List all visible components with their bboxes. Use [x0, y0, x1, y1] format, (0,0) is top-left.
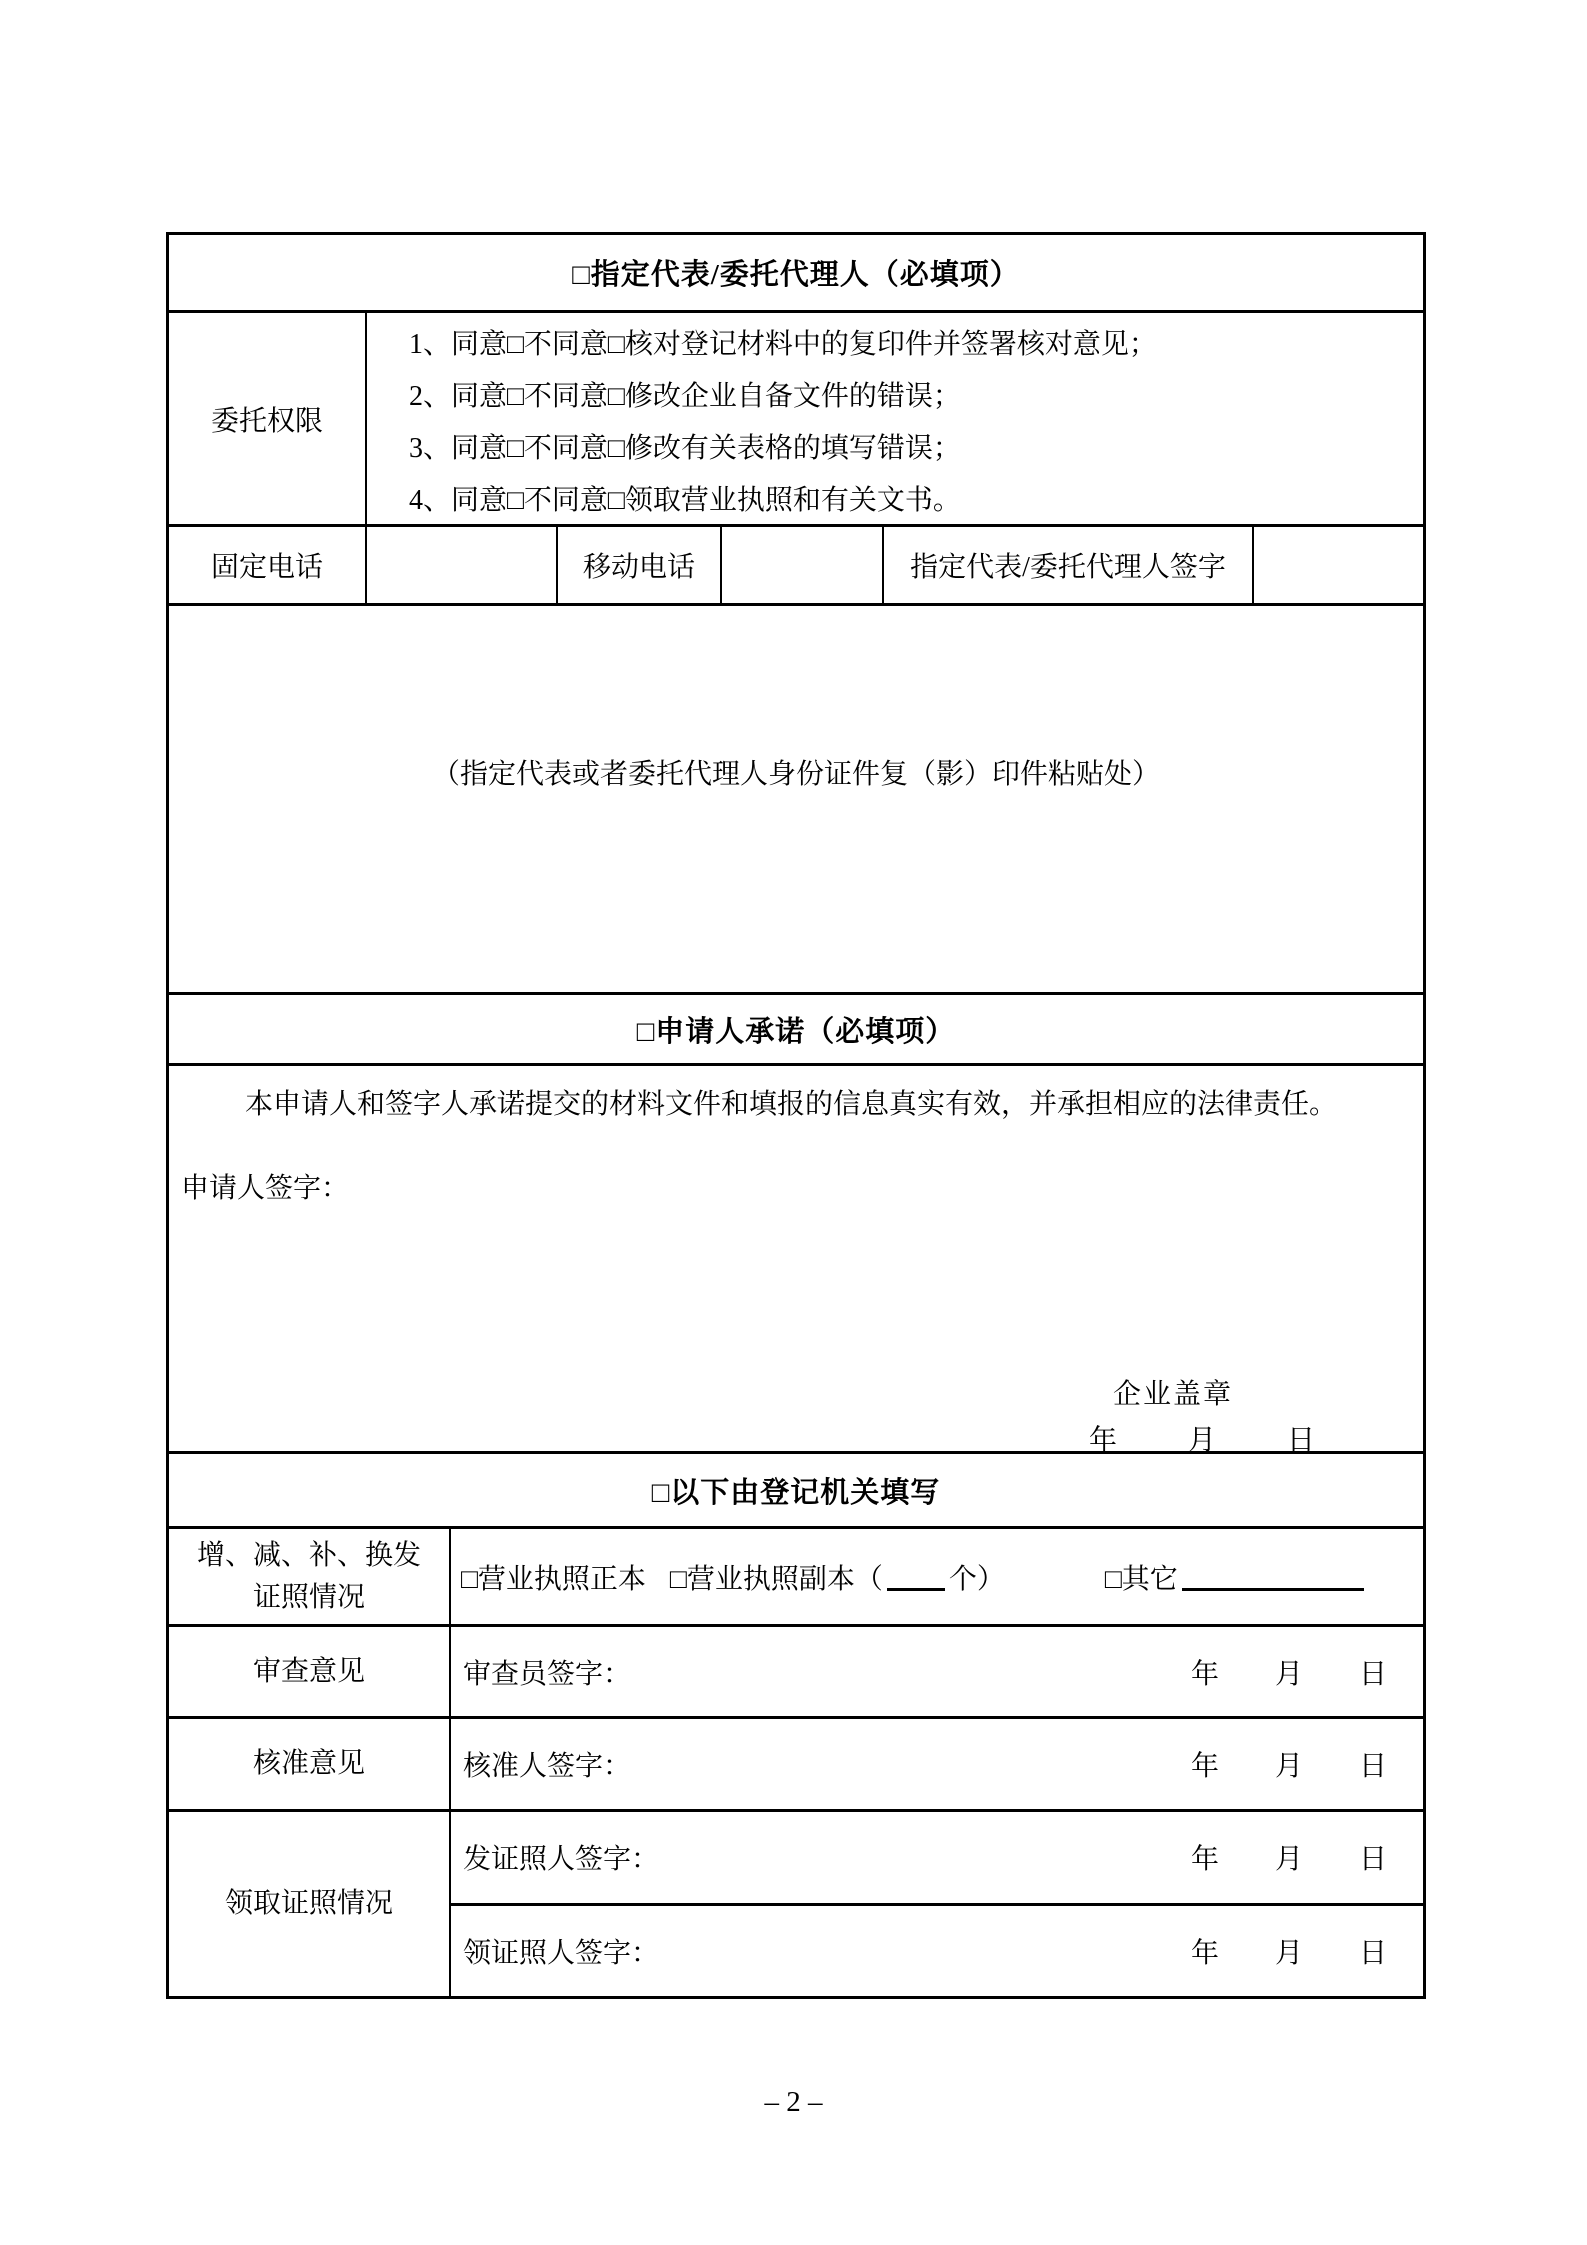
- license-options: [449, 1529, 1423, 1624]
- month-label: 月: [1274, 1658, 1303, 1690]
- year-label: 年: [1190, 1751, 1219, 1782]
- day-label: 日: [1358, 1751, 1387, 1782]
- year-label: 年: [1190, 1658, 1219, 1690]
- phone-row: [169, 524, 1423, 603]
- license-copy-count-blank[interactable]: [887, 1562, 945, 1591]
- other-blank[interactable]: [1182, 1562, 1364, 1591]
- authority-item-3[interactable]: 3、同意□不同意□修改有关表格的填写错误；: [409, 433, 961, 464]
- month-label: 月: [1274, 1751, 1303, 1782]
- company-seal-label: 企业盖章: [1112, 1379, 1233, 1410]
- day-label: 日: [1358, 1844, 1387, 1876]
- commitment-statement: 本申请人和签字人承诺提交的材料文件和填报的信息真实有效，并承担相应的法律责任。: [245, 1089, 1338, 1120]
- authority-item-2[interactable]: 2、同意□不同意□修改企业自备文件的错误；: [409, 381, 961, 412]
- license-change-label-line1: 增、减、补、换发: [196, 1539, 421, 1571]
- issuer-sign-cell[interactable]: [451, 1812, 1423, 1903]
- issuer-date: [1191, 1837, 1387, 1877]
- registration-form-table: [166, 232, 1426, 1999]
- authority-item-1[interactable]: 1、同意□不同意□核对登记材料中的复印件并签署核对意见；: [409, 329, 1157, 360]
- review-date: [1191, 1652, 1387, 1692]
- authority-item-4[interactable]: 4、同意□不同意□领取营业执照和有关文书。: [409, 485, 961, 516]
- license-original-checkbox-option[interactable]: □营业执照正本: [461, 1563, 646, 1595]
- issuance-label: 领取证照情况: [224, 1888, 393, 1919]
- commitment-section-title: □申请人承诺（必填项）: [169, 992, 1423, 1063]
- receiver-sign-label: 领证照人签字：: [463, 1937, 660, 1969]
- approval-sign-label: 核准人签字：: [463, 1751, 632, 1782]
- agent-section-title: □指定代表/委托代理人（必填项）: [572, 259, 1020, 291]
- month-label: 月: [1187, 1425, 1216, 1456]
- applicant-sign-label[interactable]: 申请人签字：: [181, 1173, 350, 1204]
- agent-sign-value-cell[interactable]: [1252, 527, 1423, 603]
- approval-label: 核准意见: [252, 1748, 365, 1779]
- review-label: 审查意见: [252, 1655, 365, 1687]
- issuance-row: [169, 1809, 1423, 1996]
- review-sign-label: 审查员签字：: [463, 1658, 632, 1690]
- year-label: 年: [1088, 1425, 1117, 1456]
- fixed-phone-label: 固定电话: [210, 552, 323, 583]
- month-label: 月: [1274, 1937, 1303, 1969]
- page-number: – 2 –: [764, 2086, 823, 2118]
- day-label: 日: [1286, 1425, 1315, 1456]
- year-label: 年: [1190, 1937, 1219, 1969]
- authority-label: 委托权限: [210, 405, 323, 437]
- other-checkbox-option[interactable]: □其它: [1104, 1563, 1178, 1595]
- mobile-phone-label: 移动电话: [556, 527, 720, 603]
- id-copy-paste-area[interactable]: [169, 603, 1423, 992]
- approval-sign-cell[interactable]: [449, 1719, 1423, 1809]
- review-row: [169, 1624, 1423, 1716]
- review-sign-cell[interactable]: [449, 1627, 1423, 1716]
- id-copy-paste-note: （指定代表或者委托代理人身份证件复（影）印件粘贴处）: [431, 759, 1160, 790]
- authority-row: [169, 310, 1423, 524]
- agent-sign-label: 指定代表/委托代理人签字: [882, 527, 1252, 603]
- license-copy-checkbox-option[interactable]: □营业执照副本（: [669, 1563, 883, 1595]
- day-label: 日: [1358, 1658, 1387, 1690]
- day-label: 日: [1358, 1937, 1387, 1969]
- commitment-date: [1089, 1418, 1315, 1458]
- authority-options: [365, 313, 1423, 524]
- license-copy-suffix: 个）: [948, 1563, 1005, 1595]
- commitment-content-cell: [169, 1063, 1423, 1456]
- license-change-row: [169, 1526, 1423, 1624]
- license-change-label-line2: 证照情况: [252, 1581, 365, 1613]
- issuance-sign-cells: [449, 1812, 1423, 1996]
- issuer-sign-label: 发证照人签字：: [463, 1844, 660, 1876]
- approval-date: [1191, 1744, 1387, 1784]
- receiver-date: [1191, 1931, 1387, 1971]
- receiver-sign-cell[interactable]: [451, 1903, 1423, 1997]
- mobile-phone-value-cell[interactable]: [720, 527, 882, 603]
- approval-row: [169, 1716, 1423, 1809]
- fixed-phone-value-cell[interactable]: [365, 527, 556, 603]
- month-label: 月: [1274, 1844, 1303, 1876]
- registry-section-title: □以下由登记机关填写: [169, 1451, 1423, 1526]
- license-change-label: [169, 1529, 449, 1624]
- year-label: 年: [1190, 1844, 1219, 1876]
